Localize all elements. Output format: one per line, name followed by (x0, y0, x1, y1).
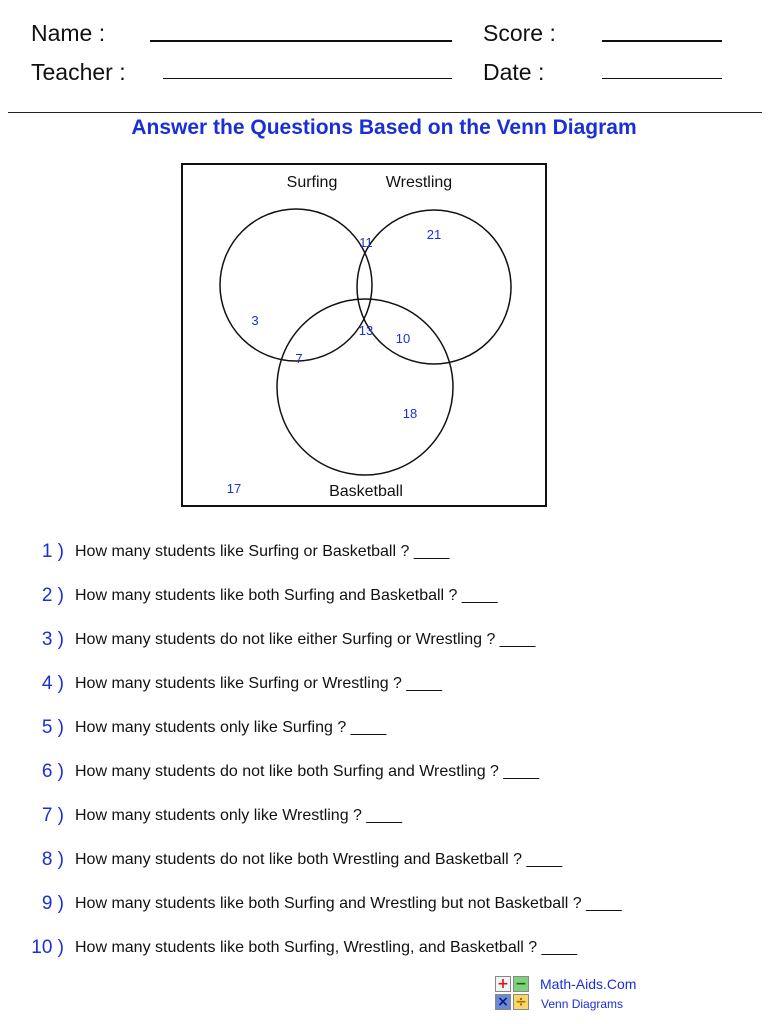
surfing-circle (220, 209, 372, 361)
region-surfing-basketball: 7 (295, 351, 303, 366)
question-3 (0, 629, 768, 653)
site-name[interactable]: Math-Aids.Com (540, 976, 637, 992)
question-8 (0, 849, 768, 873)
worksheet-type: Venn Diagrams (541, 997, 624, 1011)
wrestling-label: Wrestling (385, 174, 453, 191)
region-wrestling-basketball: 10 (395, 331, 411, 346)
name-label: Name : (31, 20, 106, 46)
date-label: Date : (483, 59, 545, 85)
region-wrestling-only: 21 (426, 227, 442, 242)
question-text: How many students only like Surfing ? ____ (75, 719, 387, 736)
question-number: 6 ) (41, 761, 64, 782)
question-1 (0, 541, 768, 565)
question-number: 4 ) (41, 673, 64, 694)
divide-icon: ÷ (513, 994, 529, 1010)
question-number: 1 ) (41, 541, 64, 562)
question-6 (0, 761, 768, 785)
question-text: How many students like both Surfing and Basketball ? ____ (75, 587, 498, 604)
score-label: Score : (483, 20, 556, 46)
surfing-label: Surfing (286, 174, 338, 191)
question-7 (0, 805, 768, 829)
question-text: How many students do not like either Surfing or Wrestling ? ____ (75, 631, 536, 648)
question-text: How many students like both Surfing and Wrestling but not Basketball ? ____ (75, 895, 622, 912)
question-text: How many students like Surfing or Wrestling ? ____ (75, 675, 442, 692)
region-all-three: 13 (358, 323, 374, 338)
question-number: 8 ) (41, 849, 64, 870)
question-text: How many students like Surfing or Basketball ? ____ (75, 543, 450, 560)
question-text: How many students do not like both Surfing and Wrestling ? ____ (75, 763, 539, 780)
question-4 (0, 673, 768, 697)
question-2 (0, 585, 768, 609)
question-number: 3 ) (41, 629, 64, 650)
question-number: 2 ) (41, 585, 64, 606)
question-text: How many students do not like both Wrestling and Basketball ? ____ (75, 851, 563, 868)
question-number: 7 ) (41, 805, 64, 826)
question-text: How many students only like Wrestling ? ____ (75, 807, 402, 824)
basketball-label: Basketball (329, 483, 403, 500)
region-surfing-wrestling: 11 (359, 235, 373, 250)
plus-icon: + (495, 976, 511, 992)
question-number: 5 ) (41, 717, 64, 738)
times-icon: × (495, 994, 511, 1010)
region-surfing-only: 3 (251, 313, 259, 328)
minus-icon: − (513, 976, 529, 992)
question-number: 9 ) (41, 893, 64, 914)
page-title: Answer the Questions Based on the Venn Diagram (131, 116, 637, 139)
question-10 (0, 937, 768, 961)
question-text: How many students like both Surfing, Wrestling, and Basketball ? ____ (75, 939, 578, 956)
question-5 (0, 717, 768, 741)
region-none: 17 (226, 481, 242, 496)
teacher-label: Teacher : (31, 59, 126, 85)
question-number: 10 ) (31, 937, 64, 958)
question-9 (0, 893, 768, 917)
math-aids-logo-icon (495, 976, 535, 1016)
region-basketball-only: 18 (402, 406, 418, 421)
